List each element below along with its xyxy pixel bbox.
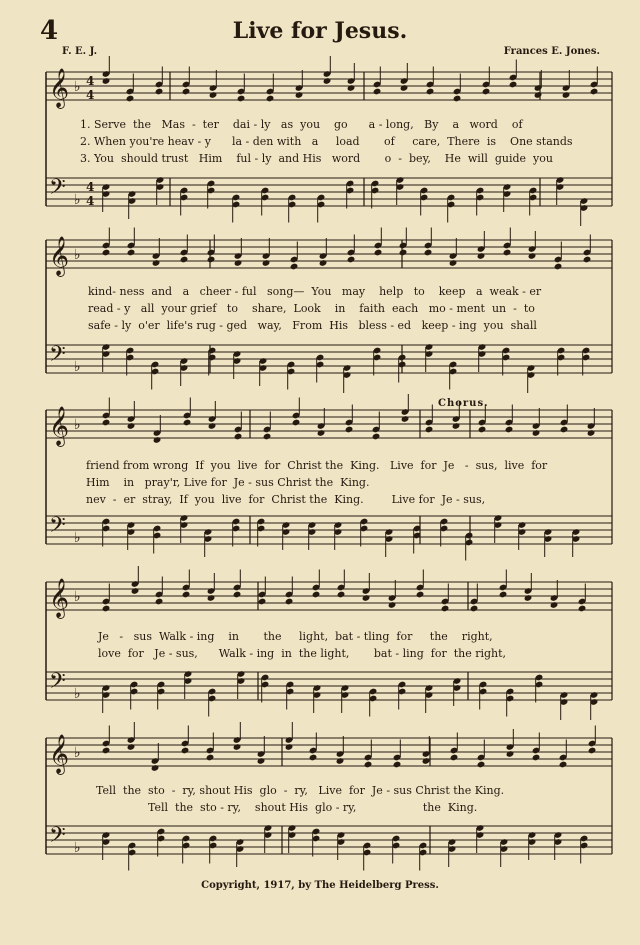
note-head <box>401 415 410 423</box>
note-head <box>452 422 461 430</box>
note-head <box>290 263 299 271</box>
lyricist-credit: F. E. J. <box>62 46 98 57</box>
note-head <box>399 249 408 257</box>
note-head <box>182 88 191 96</box>
note-head <box>528 252 537 260</box>
note-head <box>263 433 272 441</box>
composer-credit: Frances E. Jones. <box>503 46 600 57</box>
note-head <box>453 95 462 103</box>
lyric-line: Him in pray'r, Live for Je - sus Christ the King. <box>86 476 370 489</box>
lyric-line: 3. You should trust Him ful - ly and His word o - bey, He will guide you <box>80 152 553 165</box>
note-head <box>207 256 216 264</box>
time-signature: 4 <box>86 88 95 102</box>
lyric-line: friend from wrong If you live for Christ the King. Live for Je - sus, live for <box>86 459 548 472</box>
note-head <box>441 605 450 613</box>
lyric-line: read - y all your grief to share, Look in faith each mo - ment un - to <box>88 302 535 315</box>
note-head <box>323 77 332 85</box>
note-head <box>102 249 111 257</box>
note-head <box>285 598 294 606</box>
time-signature: 4 <box>86 74 95 88</box>
time-signature: 4 <box>86 180 95 194</box>
note-head <box>131 587 140 595</box>
hymn-title: Live for Jesus. <box>232 18 408 44</box>
bass-clef: 𝄢 <box>49 175 66 205</box>
note-head <box>578 605 587 613</box>
flat-sign: ♭ <box>74 686 81 702</box>
lyric-line: kind- ness and a cheer - ful song— You may help to keep a weak - er <box>88 285 542 298</box>
bass-clef: 𝄢 <box>49 669 66 699</box>
note-head <box>470 605 479 613</box>
note-head <box>237 95 246 103</box>
note-head <box>532 429 541 437</box>
note-head <box>337 591 346 599</box>
note-head <box>151 764 160 772</box>
bass-clef: 𝄢 <box>49 513 66 543</box>
note-head <box>319 259 328 267</box>
treble-clef: 𝄞 <box>49 68 70 108</box>
note-head <box>347 84 356 92</box>
note-head <box>562 91 571 99</box>
note-head <box>587 429 596 437</box>
lyric-line: nev - er stray, If you live for Christ the King. Live for Je - sus, <box>86 493 486 506</box>
page-number: 4 <box>40 16 59 46</box>
note-head <box>505 426 514 434</box>
note-head <box>588 747 597 755</box>
note-head <box>583 256 592 264</box>
note-head <box>477 252 486 260</box>
note-head <box>153 436 162 444</box>
note-head <box>102 605 111 613</box>
flat-sign: ♭ <box>74 530 81 546</box>
bass-clef: 𝄢 <box>49 342 66 372</box>
note-head <box>426 88 435 96</box>
note-head <box>312 591 321 599</box>
treble-clef: 𝄞 <box>49 406 70 446</box>
note-head <box>477 761 486 769</box>
note-head <box>532 754 541 762</box>
treble-clef: 𝄞 <box>49 734 70 774</box>
treble-clef: 𝄞 <box>49 578 70 618</box>
note-head <box>550 601 559 609</box>
note-head <box>554 263 563 271</box>
note-head <box>424 249 433 257</box>
note-head <box>590 88 599 96</box>
note-head <box>309 754 318 762</box>
lyric-line: safe - ly o'er life's rug - ged way, From His bless - ed keep - ing you shall <box>88 319 537 332</box>
lyric-line: 1. Serve the Mas - ter dai - ly as you go a - long, By a word of <box>80 118 523 131</box>
note-head <box>425 426 434 434</box>
note-head <box>373 88 382 96</box>
chorus-label: Chorus. <box>438 398 489 409</box>
note-head <box>152 259 161 267</box>
flat-sign: ♭ <box>74 745 81 761</box>
note-head <box>127 743 136 751</box>
note-head <box>506 750 515 758</box>
note-head <box>295 91 304 99</box>
note-head <box>126 95 135 103</box>
note-head <box>102 419 111 427</box>
flat-sign: ♭ <box>74 79 81 95</box>
note-head <box>416 591 425 599</box>
note-head <box>509 81 518 89</box>
lyric-line: Je - sus Walk - ing in the light, bat - tling for the right, <box>98 630 493 643</box>
note-head <box>503 249 512 257</box>
note-head <box>292 419 301 427</box>
note-head <box>364 761 373 769</box>
time-signature: 4 <box>86 194 95 208</box>
note-head <box>181 747 190 755</box>
note-head <box>450 754 459 762</box>
note-head <box>345 426 354 434</box>
note-head <box>258 598 267 606</box>
note-head <box>347 256 356 264</box>
note-head <box>207 594 216 602</box>
note-head <box>482 88 491 96</box>
note-head <box>183 419 192 427</box>
note-head <box>478 426 487 434</box>
note-head <box>362 594 371 602</box>
note-head <box>233 591 242 599</box>
note-head <box>127 422 136 430</box>
bass-clef: 𝄢 <box>49 823 66 853</box>
note-head <box>182 591 191 599</box>
flat-sign: ♭ <box>74 359 81 375</box>
note-head <box>524 594 533 602</box>
flat-sign: ♭ <box>74 192 81 208</box>
note-head <box>127 249 136 257</box>
note-head <box>209 91 218 99</box>
note-head <box>560 426 569 434</box>
copyright-notice: Copyright, 1917, by The Heidelberg Press. <box>201 880 439 891</box>
note-head <box>262 259 271 267</box>
note-head <box>374 249 383 257</box>
flat-sign: ♭ <box>74 840 81 856</box>
flat-sign: ♭ <box>74 247 81 263</box>
lyric-line: Tell the sto - ry, shout His glo - ry, the King. <box>148 801 478 814</box>
lyric-line: love for Je - sus, Walk - ing in the light, bat - ling for the right, <box>98 647 507 660</box>
note-head <box>388 601 397 609</box>
note-head <box>317 429 326 437</box>
note-head <box>234 259 243 267</box>
note-head <box>233 743 242 751</box>
note-head <box>449 259 458 267</box>
note-head <box>422 757 431 765</box>
note-head <box>206 754 215 762</box>
note-head <box>102 77 111 85</box>
lyric-line: Tell the sto - ry, shout His glo - ry, Live for Je - sus Christ the King. <box>96 784 505 797</box>
note-head <box>400 84 409 92</box>
note-head <box>257 757 266 765</box>
note-head <box>234 433 243 441</box>
note-head <box>336 757 345 765</box>
note-head <box>180 256 189 264</box>
note-head <box>102 747 111 755</box>
note-head <box>372 433 381 441</box>
note-head <box>155 598 164 606</box>
note-head <box>266 95 275 103</box>
note-head <box>208 422 217 430</box>
note-head <box>499 591 508 599</box>
note-head <box>534 91 543 99</box>
note-head <box>559 761 568 769</box>
note-head <box>393 761 402 769</box>
note-head <box>155 88 164 96</box>
note-head <box>285 743 294 751</box>
treble-clef: 𝄞 <box>49 236 70 276</box>
flat-sign: ♭ <box>74 417 81 433</box>
lyric-line: 2. When you're heav - y la - den with a load of care, There is One stands <box>80 135 573 148</box>
flat-sign: ♭ <box>74 589 81 605</box>
